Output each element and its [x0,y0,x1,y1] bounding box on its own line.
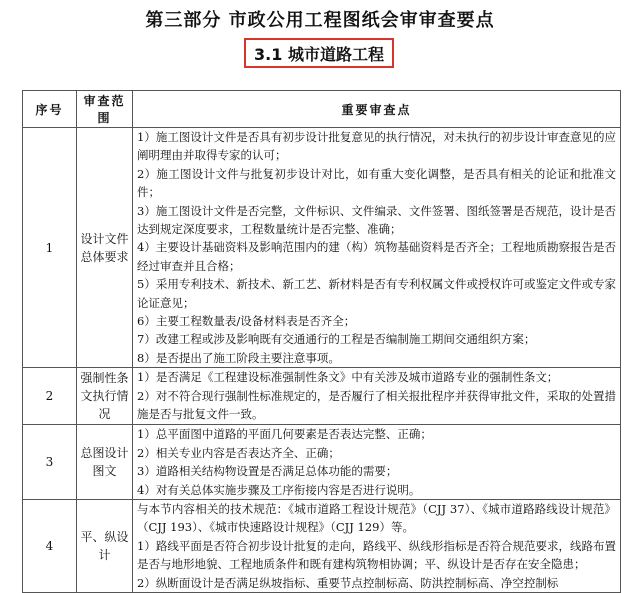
section-title-box [244,38,394,68]
review-point: 3）道路相关结构物设置是否满足总体功能的需要； [137,464,398,479]
table-row [23,499,621,592]
row-number: 3 [23,425,77,500]
table-row [23,128,621,368]
review-point: 1）路线平面是否符合初步设计批复的走向，路线平、纵线形指标是否符合规范要求，线路布置是否与地形地貌、工程地质条件和既有建构筑物相协调；平、纵设计是否存在安全隐患； [137,538,616,572]
row-scope: 设计文件总体要求 [77,128,133,368]
header-key-points: 重要审查点 [133,91,621,128]
review-point: 5）采用专利技术、新技术、新工艺、新材料是否有专利权属文件或授权许可或鉴定文件或专家论证意见； [137,277,616,310]
row-scope: 强制性条文执行情况 [77,368,133,425]
review-point: 4）主要设计基础资料及影响范围内的建（构）筑物基础资料是否齐全；工程地质勘察报告是否经过审查并且合格； [137,240,616,273]
row-number: 1 [23,128,77,368]
row-number: 4 [23,499,77,592]
review-point: 1）总平面图中道路的平面几何要素是否表达完整、正确； [137,427,432,442]
review-point: 2）对不符合现行强制性标准规定的，是否履行了相关报批程序并获得审批文件，采取的处置措施是否与批复文件一致。 [137,388,616,422]
review-point: 1）施工图设计文件是否具有初步设计批复意见的执行情况，对未执行的初步设计审查意见的应阐明理由并取得专家的认可； [137,130,616,163]
review-point: 2）相关专业内容是否表达齐全、正确； [137,445,340,460]
review-point: 2）施工图设计文件与批复初步设计对比，如有重大变化调整，是否具有相关的论证和批准文件； [137,166,616,200]
review-point: 8）是否提出了施工阶段主要注意事项。 [137,350,340,365]
review-point: 2）纵断面设计是否满足纵坡指标、重要节点控制标高、防洪控制标高、净空控制标 [137,575,559,590]
table-row [23,368,621,425]
row-points [133,128,621,368]
review-points-table [22,90,621,593]
row-number: 2 [23,368,77,425]
row-points [133,425,621,500]
row-points [133,368,621,425]
review-point: 3）施工图设计文件是否完整，文件标识、文件编录、文件签署、图纸签署是否规范，设计是否达到规定深度要求，工程数量统计是否完整、准确； [137,203,616,237]
review-point: 4）对有关总体实施步骤及工序衔接内容是否进行说明。 [137,482,421,497]
section-title: 3.1 城市道路工程 [254,44,384,64]
header-number: 序号 [23,91,77,128]
row-scope: 总图设计图文 [77,425,133,500]
row-points [133,499,621,592]
table-header-row [23,91,621,128]
review-point: 1）是否满足《工程建设标准强制性条文》中有关涉及城市道路专业的强制性条文； [137,370,559,385]
table-row [23,425,621,500]
review-point: 6）主要工程数量表/设备材料表是否齐全； [137,314,356,329]
review-point: 与本节内容相关的技术规范：《城市道路工程设计规范》（CJJ 37）、《城市道路路线设计规范》（CJJ 193）、《城市快速路设计规程》（CJJ 129）等。 [137,501,616,535]
header-scope: 审查范围 [77,91,133,128]
review-point: 7）改建工程或涉及影响既有交通通行的工程是否编制施工期间交通组织方案； [137,332,536,347]
row-scope: 平、纵设计 [77,499,133,592]
document-title: 第三部分 市政公用工程图纸会审审查要点 [145,10,495,31]
